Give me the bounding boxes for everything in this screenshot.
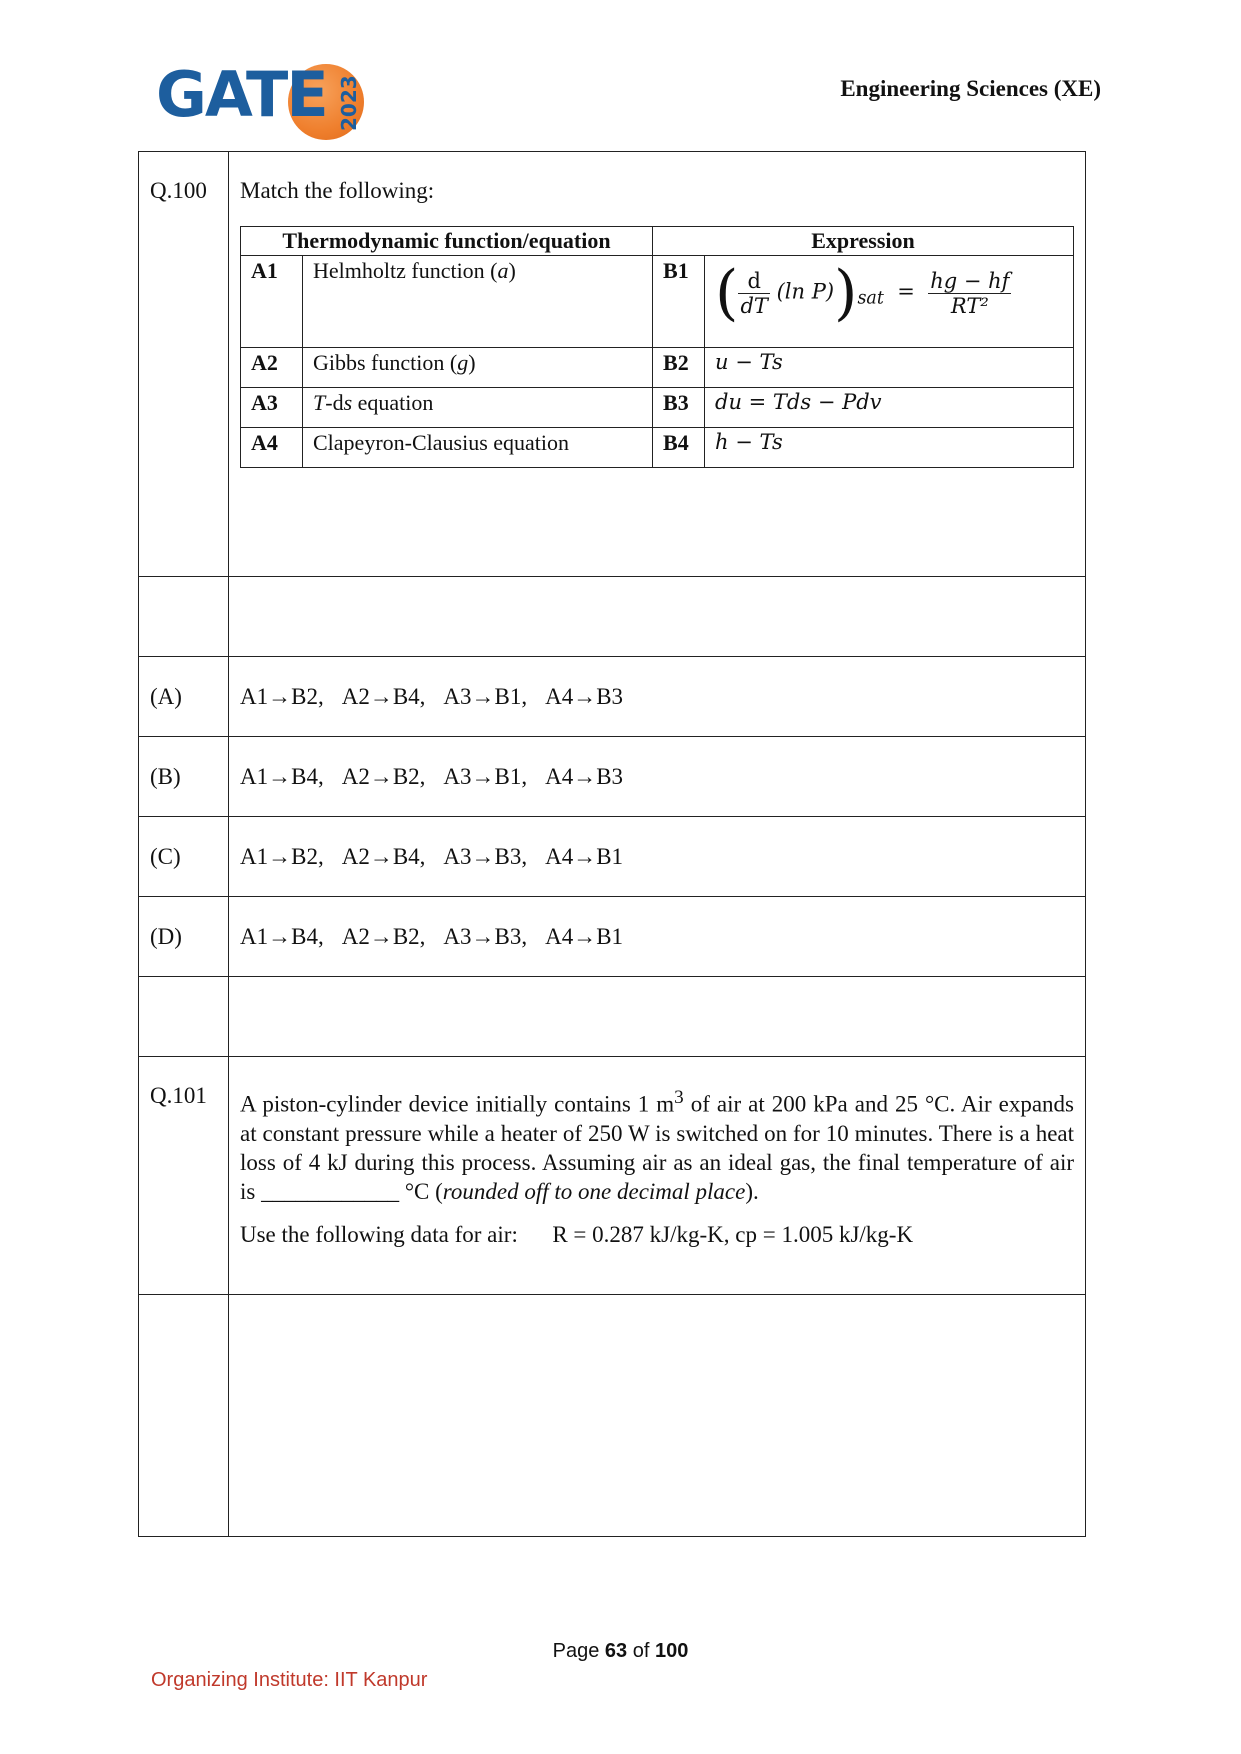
question-body	[229, 1057, 1086, 1295]
question-body	[229, 152, 1086, 577]
option-row-c	[139, 817, 1086, 897]
b1-expression: ( $\frac{d}{dT}$ (ln $P))_{sat}$ = $\frac{hg - hf}{\text{RT²}}$	[705, 256, 1074, 348]
gate-logo	[156, 58, 366, 148]
a-label: A1	[241, 256, 303, 348]
option-text: A1→B4, A2→B2, A3→B3, A4→B1	[229, 897, 1086, 977]
question-text: A piston-cylinder device initially contains 1 $m^3$ of air at 200 kPa and 25 °C. Air expands at constant pressure while a heater of 250 W is switched on for 10 minutes. There is a heat loss of 4 kJ during this process. Assuming air as an ideal gas, the final temperature of air is ____________ °C (rounded off to one decimal place).	[240, 1087, 1074, 1204]
question-prompt: Match the following:	[240, 178, 435, 203]
answer-row	[139, 1295, 1086, 1537]
option-text: A1→B2, A2→B4, A3→B3, A4→B1	[229, 817, 1086, 897]
question-table	[138, 151, 1086, 1537]
page-number: Page 63 of 100	[552, 1640, 689, 1662]
logo-text: GATE	[156, 58, 327, 131]
logo-year: 2023	[337, 75, 361, 131]
empty-row	[139, 977, 1086, 1057]
page-title: Engineering Sciences (XE)	[840, 76, 1101, 101]
question-row-q100	[139, 152, 1086, 577]
a-text: Gibbs function (g)	[303, 348, 653, 388]
option-label: (B)	[139, 737, 229, 817]
option-label: (A)	[139, 657, 229, 737]
option-row-b	[139, 737, 1086, 817]
empty-row	[139, 577, 1086, 657]
fraction: $\frac{d}{dT}$	[740, 268, 768, 318]
fraction: $\frac{hg - hf}{\text{RT²}}$	[930, 268, 1010, 318]
question-row-q101	[139, 1057, 1086, 1295]
option-row-d	[139, 897, 1086, 977]
option-text: A1→B2, A2→B4, A3→B1, A4→B3	[229, 657, 1086, 737]
a-text: Helmholtz function (a)	[303, 256, 653, 348]
question-number: Q.101	[139, 1057, 229, 1295]
match-table	[240, 226, 1074, 468]
question-number: Q.100	[139, 152, 229, 577]
column-header: Thermodynamic function/equation	[241, 227, 653, 256]
match-row: A3 T-ds equation B3 du = Tds − Pdv	[241, 388, 1074, 428]
b-label: B1	[653, 256, 705, 348]
match-row	[241, 256, 1074, 348]
option-row-a	[139, 657, 1086, 737]
data-line: Use the following data for air: R = 0.287 kJ/kg-K, cp = 1.005 kJ/kg-K	[240, 1221, 914, 1247]
option-label: (C)	[139, 817, 229, 897]
match-row: A4 Clapeyron-Clausius equation B4 h − Ts	[241, 428, 1074, 468]
option-text: A1→B4, A2→B2, A3→B1, A4→B3	[229, 737, 1086, 817]
match-row: A2 Gibbs function (g) B2 u − Ts	[241, 348, 1074, 388]
column-header: Expression	[653, 227, 1074, 256]
option-label: (D)	[139, 897, 229, 977]
a-text: T-ds equation	[303, 388, 653, 428]
organizing-institute: Organizing Institute: IIT Kanpur	[151, 1669, 428, 1691]
